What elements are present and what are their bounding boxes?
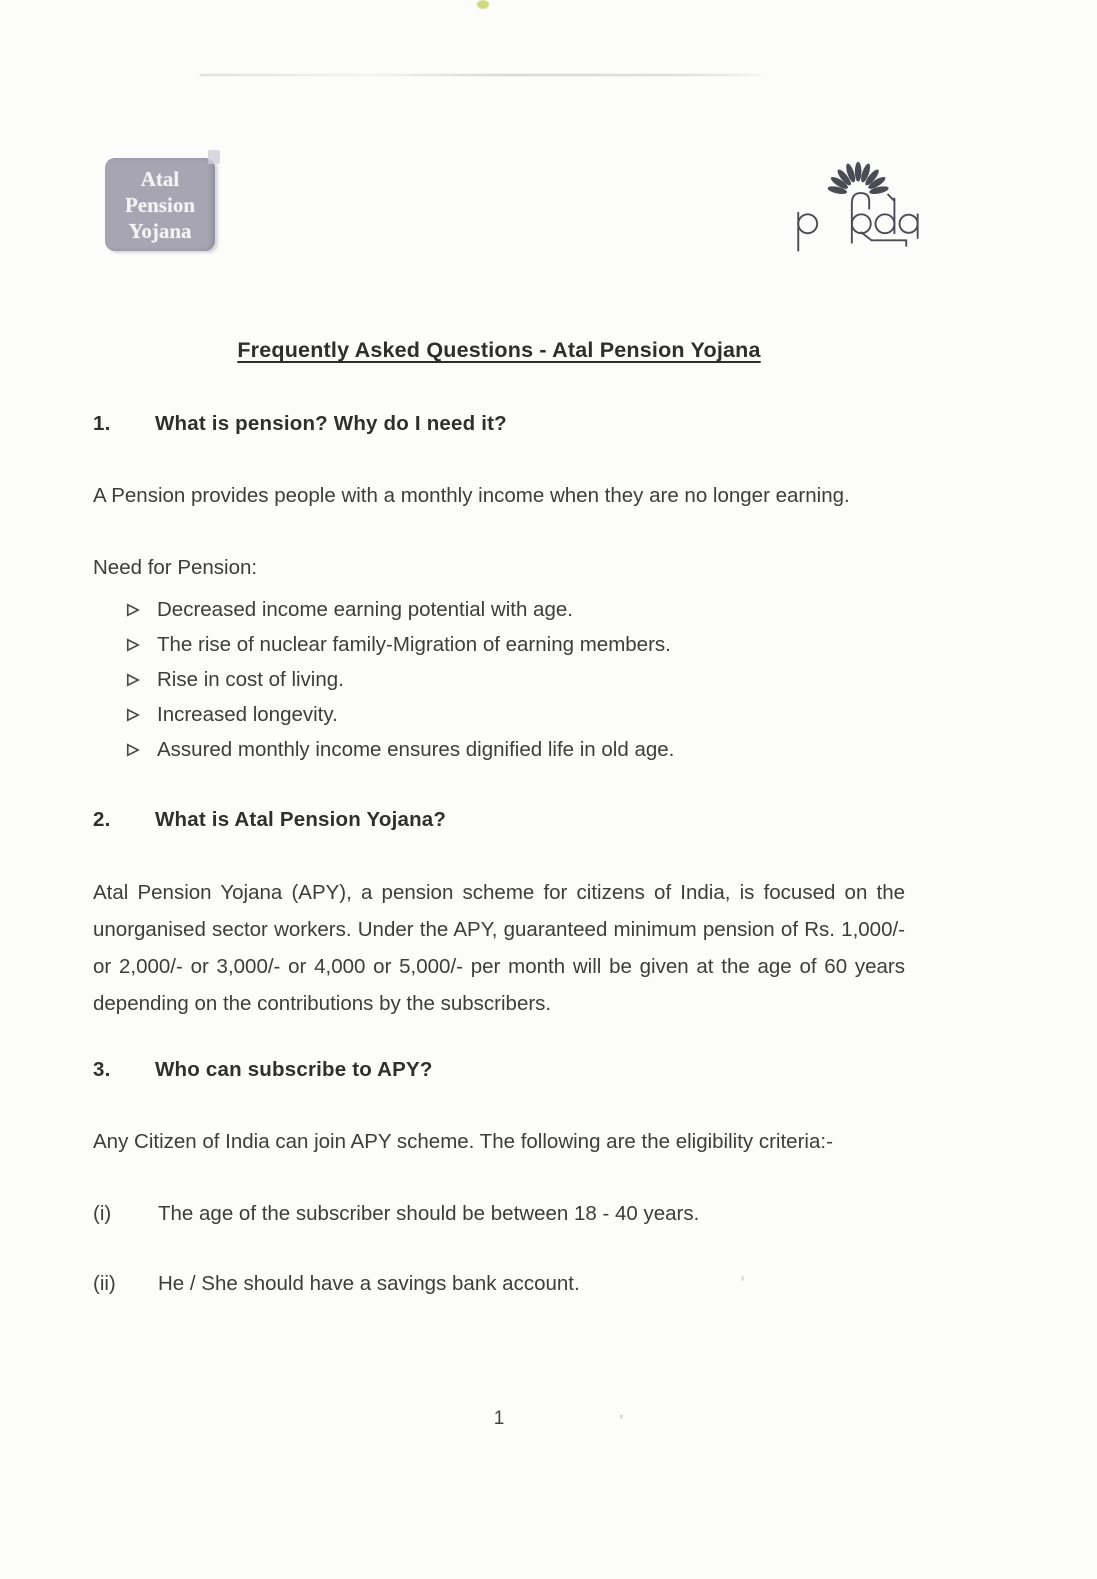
scan-speck: [741, 1276, 744, 1281]
arrow-bullet-icon: [126, 673, 140, 687]
roman-marker-i: (i): [93, 1202, 112, 1225]
arrow-bullet-icon: [126, 708, 140, 722]
eligibility-text-ii: He / She should have a savings bank account.: [158, 1272, 580, 1295]
leaf-cluster-icon: [827, 162, 889, 196]
scan-speck: [620, 1414, 623, 1419]
atal-pension-yojana-logo: [105, 158, 215, 251]
bullet-item: Assured monthly income ensures dignified life in old age.: [93, 739, 913, 761]
arrow-bullet-icon: [126, 638, 140, 652]
bullet-item: Decreased income earning potential with age.: [93, 599, 913, 621]
question-1-answer: A Pension provides people with a monthly income when they are no longer earning.: [93, 484, 850, 507]
scan-artifact-dot: [477, 0, 489, 9]
question-3-number: 3.: [93, 1058, 111, 1081]
question-2-answer: Atal Pension Yojana (APY), a pension scheme for citizens of India, is focused on the unorganised sector workers. Under the APY, guaranteed minimum pension of Rs. 1,000/- or 2,000/- or 3,000/- or 4,000 or 5,000/- per month will be given at the age of 60 years depending on the contributions by the subscribers.: [93, 881, 905, 1015]
need-for-pension-list: [93, 599, 913, 761]
pfrda-letters: [798, 193, 917, 251]
question-3-title: Who can subscribe to APY?: [155, 1058, 433, 1081]
pfrda-logo: [788, 148, 922, 268]
need-for-pension-section: [93, 556, 913, 774]
roman-marker-ii: (ii): [93, 1272, 116, 1295]
apy-logo-line-2: Pension: [124, 192, 195, 217]
badge-corner-mark: [208, 150, 220, 164]
apy-logo-line-3: Yojana: [128, 218, 192, 243]
bullet-item: Increased longevity.: [93, 704, 913, 726]
arrow-bullet-icon: [126, 743, 140, 757]
question-2-heading: [93, 808, 446, 832]
question-2-number: 2.: [93, 808, 111, 831]
question-1-title: What is pension? Why do I need it?: [155, 412, 507, 435]
scan-artifact-line: [200, 74, 762, 76]
question-3-answer: Any Citizen of India can join APY scheme. The following are the eligibility criteria:-: [93, 1130, 833, 1153]
apy-logo-line-1: Atal: [140, 166, 180, 191]
eligibility-item-ii: [93, 1272, 580, 1296]
question-1-number: 1.: [93, 412, 111, 435]
bullet-item: Rise in cost of living.: [93, 669, 913, 691]
page-title: Frequently Asked Questions - Atal Pension Yojana: [237, 338, 761, 362]
page-number: 1: [493, 1408, 505, 1429]
eligibility-item-i: [93, 1202, 699, 1226]
question-1-heading: [93, 412, 507, 436]
bullet-item: The rise of nuclear family-Migration of earning members.: [93, 634, 913, 656]
question-2-title: What is Atal Pension Yojana?: [155, 808, 447, 831]
need-for-pension-label: Need for Pension:: [93, 556, 258, 579]
eligibility-text-i: The age of the subscriber should be between 18 - 40 years.: [158, 1202, 700, 1225]
arrow-bullet-icon: [126, 603, 140, 617]
question-3-heading: [93, 1058, 433, 1082]
